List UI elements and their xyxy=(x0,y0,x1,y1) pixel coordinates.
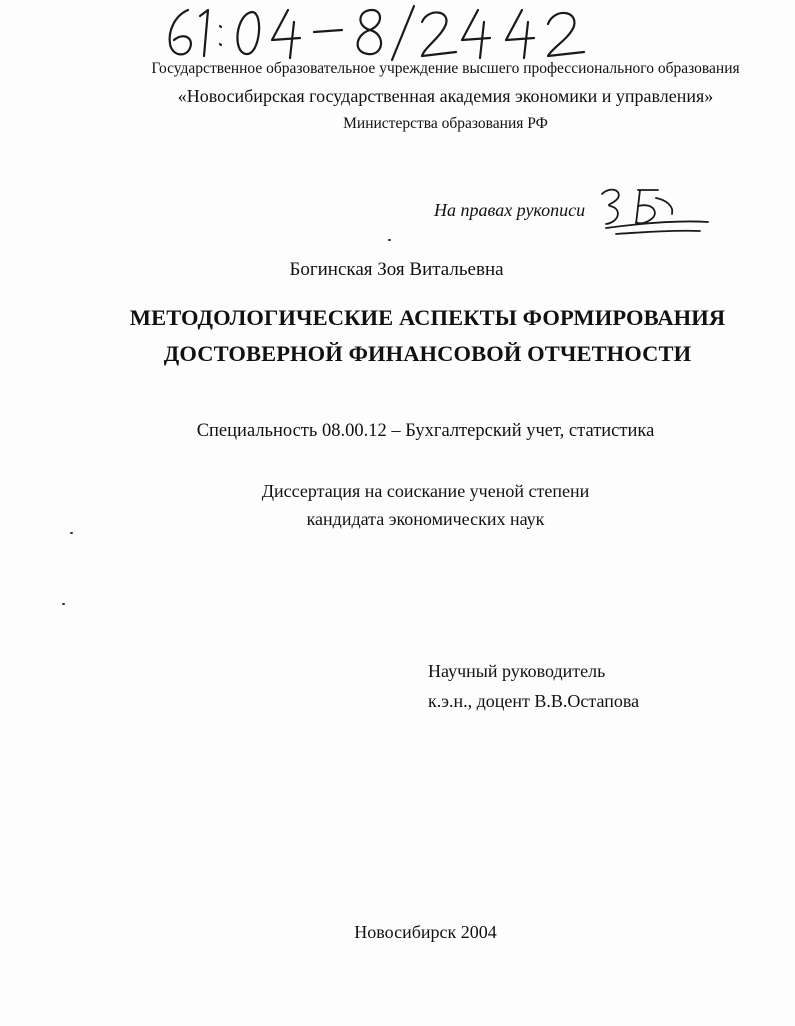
scan-speck xyxy=(70,532,73,534)
advisor-block xyxy=(428,656,639,716)
scan-speck xyxy=(62,603,65,605)
author-name: Богинская Зоя Витальевна xyxy=(289,259,504,280)
ministry-name: Министерства образования РФ xyxy=(343,115,548,132)
institution-name: Государственное образовательное учреждение высшего профессионального образования xyxy=(151,60,740,77)
dissertation-title-line-1: МЕТОДОЛОГИЧЕСКИЕ АСПЕКТЫ ФОРМИРОВАНИЯ xyxy=(129,305,726,330)
degree-line-1: Диссертация на соискание ученой степени xyxy=(261,481,590,501)
academy-name: «Новосибирская государственная академия экономики и управления» xyxy=(177,86,714,106)
dissertation-title-line-2: ДОСТОВЕРНОЙ ФИНАНСОВОЙ ОТЧЕТНОСТИ xyxy=(163,341,692,366)
degree-line-2: кандидата экономических наук xyxy=(306,509,545,529)
handwritten-archive-number xyxy=(160,2,620,64)
advisor-label: Научный руководитель xyxy=(428,661,606,681)
specialty: Специальность 08.00.12 – Бухгалтерский учет, статистика xyxy=(196,421,655,441)
advisor-name: к.э.н., доцент В.В.Остапова xyxy=(428,691,640,711)
manuscript-note: На правах рукописи xyxy=(434,200,586,220)
city-and-year: Новосибирск 2004 xyxy=(354,922,497,942)
scan-speck xyxy=(388,239,391,241)
signature-mark xyxy=(596,184,716,240)
